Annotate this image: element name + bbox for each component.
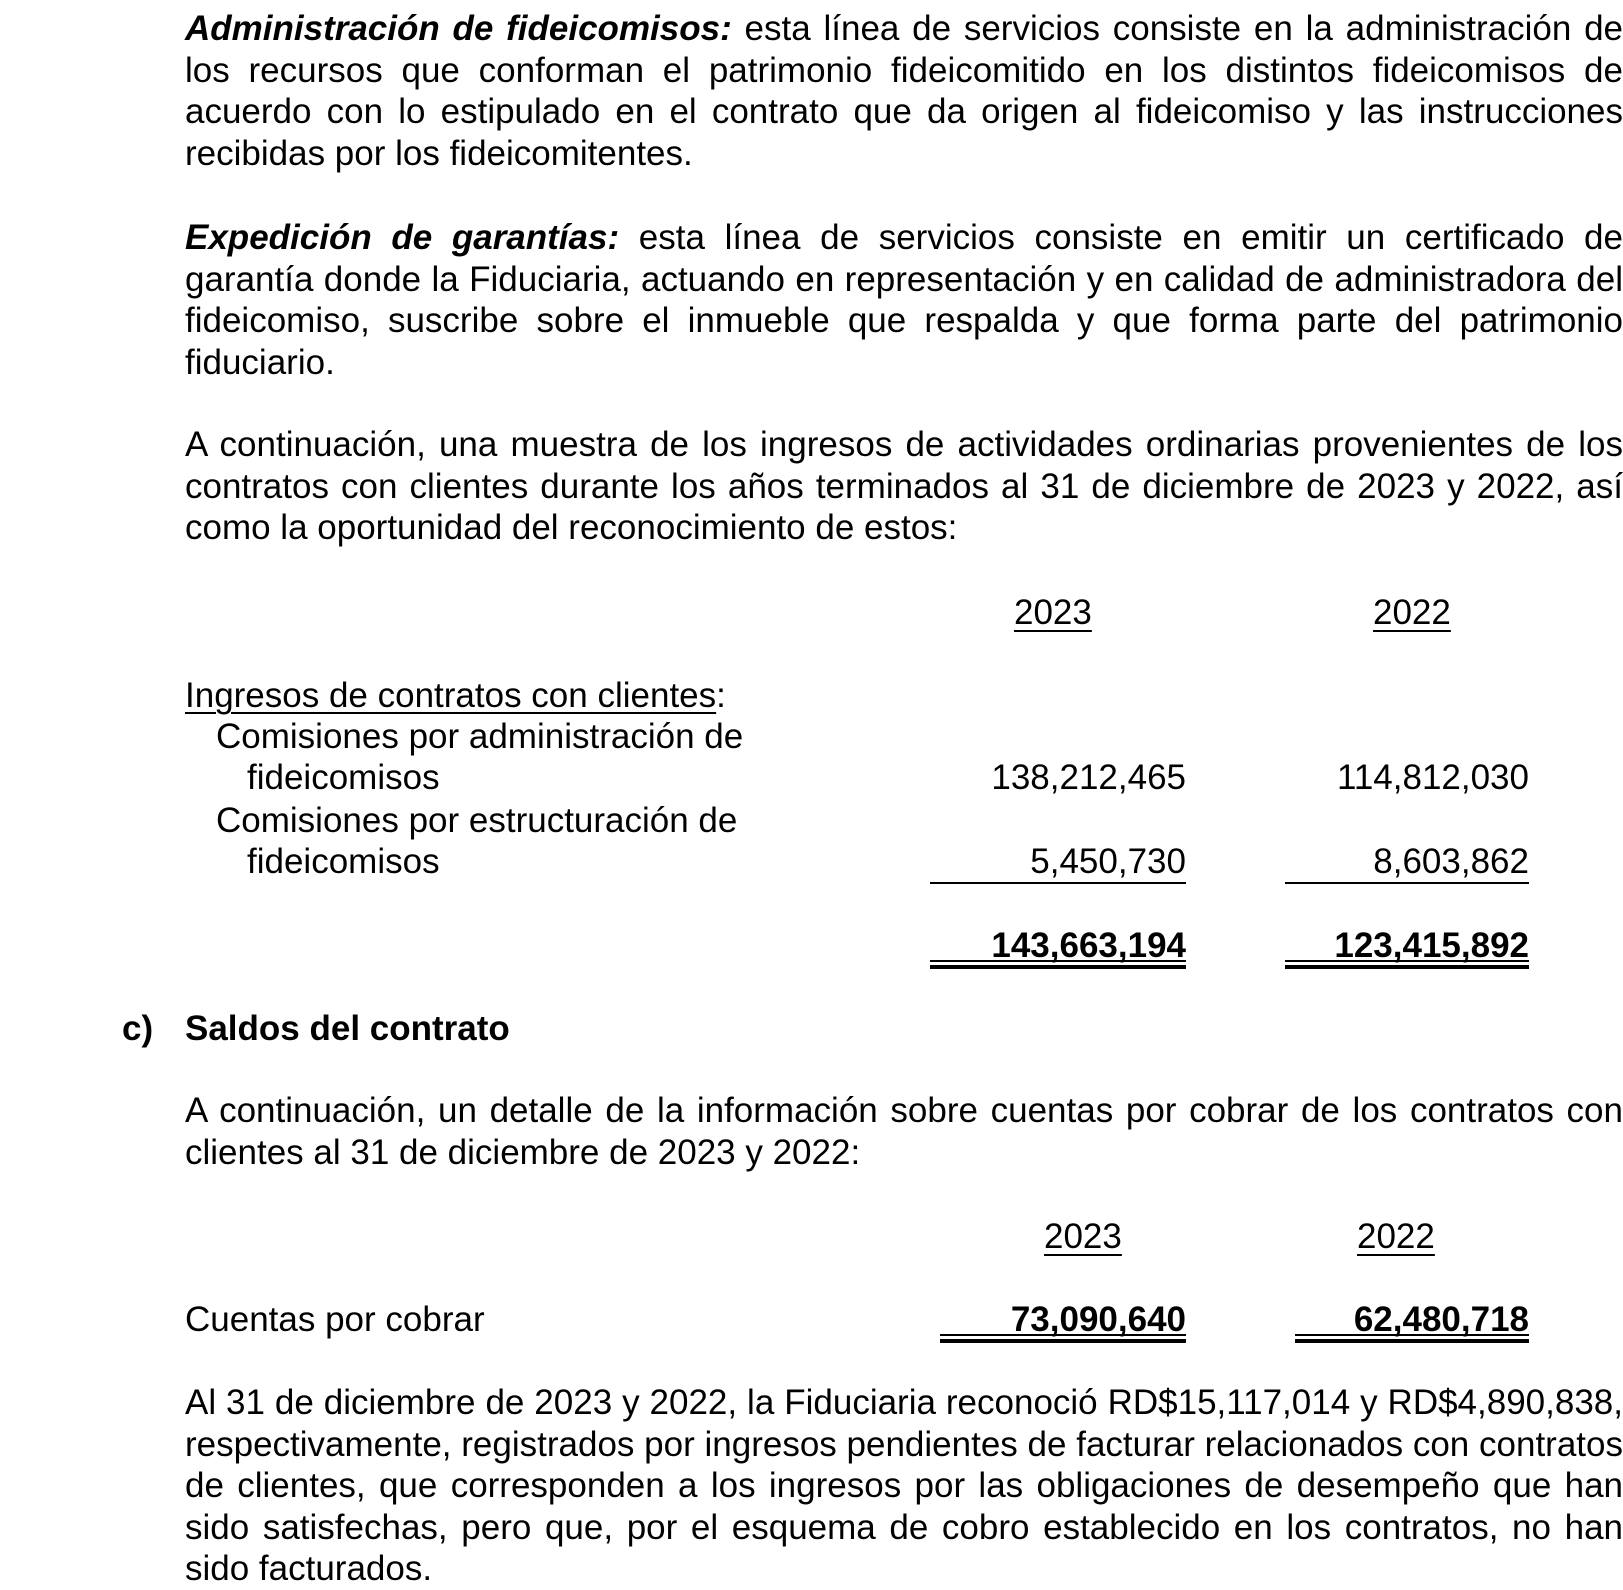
revenue-row-2-label-line1: Comisiones por estructuración de xyxy=(216,801,738,840)
receivables-double-rule-2022 xyxy=(1295,1339,1529,1343)
total-double-rule-2022 xyxy=(1285,965,1529,969)
paragraph-receivables-intro: A continuación, un detalle de la información sobre cuentas por cobrar de los contratos con clientes al 31 de diciembre de 2023 y 2022: xyxy=(185,1091,1623,1172)
revenue-row-1-label-line1: Comisiones por administración de xyxy=(216,717,744,756)
term-trust-administration: Administración de fideicomisos: xyxy=(185,9,732,48)
total-underline-2023 xyxy=(930,960,1186,962)
revenue-section-label-text: Ingresos de contratos con clientes xyxy=(185,676,717,715)
term-guarantee-issuance: Expedición de garantías: xyxy=(185,218,620,257)
revenue-year-2023-header: 2023 xyxy=(1014,593,1092,632)
revenue-row-2-value-2022: 8,603,862 xyxy=(1373,842,1529,881)
revenue-row-1-value-2022: 114,812,030 xyxy=(1336,758,1529,797)
section-c-title: Saldos del contrato xyxy=(185,1009,510,1048)
receivables-double-rule-2023 xyxy=(940,1339,1186,1343)
receivables-year-2023-header: 2023 xyxy=(1044,1217,1122,1256)
receivables-value-2023: 73,090,640 xyxy=(1010,1300,1186,1339)
receivables-underline-2022 xyxy=(1295,1334,1529,1336)
paragraph-unbilled-revenue: Al 31 de diciembre de 2023 y 2022, la Fiduciaria reconoció RD$15,117,014 y RD$4,890,838, respectivamente, registrados por ingresos pendientes de facturar relacionados con contratos de clientes, que corresponden a los ingresos por las obligaciones de desempeño que han sido satisfechas, pero que, por el esquema de cobro establecido en los contratos, no han sido facturados. xyxy=(185,1383,1623,1588)
paragraph-trust-administration xyxy=(185,8,1623,174)
revenue-row-2-value-2023: 5,450,730 xyxy=(1030,842,1186,881)
section-c-letter: c) xyxy=(122,1009,154,1048)
revenue-year-2022-header: 2022 xyxy=(1373,593,1451,632)
paragraph-revenue-intro: A continuación, una muestra de los ingresos de actividades ordinarias provenientes de los contratos con clientes durante los años terminados al 31 de diciembre de 2023 y 2022, así como la oportunidad del reconocimiento de estos: xyxy=(185,425,1623,547)
subtotal-rule-2022 xyxy=(1285,882,1529,884)
revenue-section-label xyxy=(185,675,726,716)
revenue-row-1-value-2023: 138,212,465 xyxy=(991,758,1186,797)
receivables-label: Cuentas por cobrar xyxy=(185,1300,485,1339)
revenue-total-2023: 143,663,194 xyxy=(991,926,1186,965)
text-trust-administration: esta línea de servicios consiste en la administración de los recursos que conforman el patrimonio fideicomitido en los distintos fideicomisos de acuerdo con lo estipulado en el contrato que da origen al fideicomiso y las instrucciones recibidas por los fideicomitentes. xyxy=(185,9,1623,173)
revenue-row-2-label-line2: fideicomisos xyxy=(247,842,440,881)
revenue-section-colon: : xyxy=(716,676,726,715)
paragraph-guarantee-issuance xyxy=(185,217,1623,383)
receivables-value-2022: 62,480,718 xyxy=(1353,1300,1529,1339)
subtotal-rule-2023 xyxy=(930,882,1186,884)
total-double-rule-2023 xyxy=(930,965,1186,969)
revenue-total-2022: 123,415,892 xyxy=(1334,926,1529,965)
revenue-row-1-label-line2: fideicomisos xyxy=(247,758,440,797)
receivables-year-2022-header: 2022 xyxy=(1357,1217,1435,1256)
receivables-underline-2023 xyxy=(940,1334,1186,1336)
total-underline-2022 xyxy=(1285,960,1529,962)
text-guarantee-issuance: esta línea de servicios consiste en emitir un certificado de garantía donde la Fiduciaria, actuando en representación y en calidad de administradora del fideicomiso, suscribe sobre el inmueble que respalda y que forma parte del patrimonio fiduciario. xyxy=(185,218,1623,382)
